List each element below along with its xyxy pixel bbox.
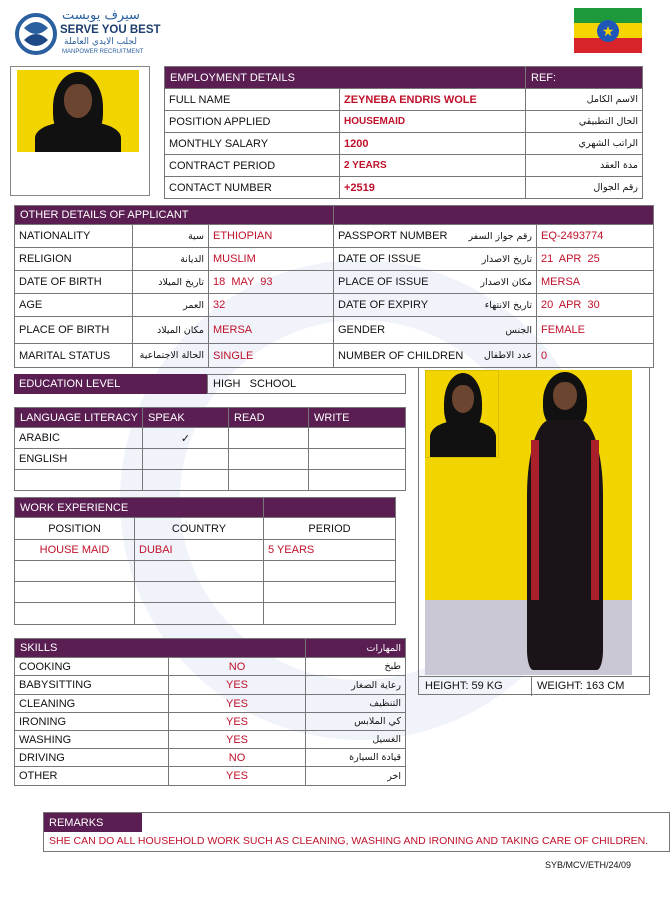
work-period: 5 YEARS [264,540,396,561]
passport-value: EQ-2493774 [537,225,654,248]
other-details-table [14,205,654,368]
arabic-write [309,428,406,449]
contract-ar: مدة العقد [526,155,643,177]
salary-value: 1200 [340,133,526,155]
age-label: AGE [15,294,133,317]
logo-arabic: سيرف يوبست [62,8,140,23]
work-position: HOUSE MAID [15,540,135,561]
issue-date-value: 21 APR 25 [537,248,654,271]
passport-ar: رقم جواز السفر [468,230,532,242]
marital-ar: الحالة الاجتماعية [133,344,209,368]
marital-value: SINGLE [209,344,334,368]
empty-cell [229,470,309,491]
employment-table [164,66,643,199]
skill-other-value: YES [169,767,306,786]
empty-cell [15,470,143,491]
empty-cell [264,582,396,603]
expiry-value: 20 APR 30 [537,294,654,317]
skill-driving-value: NO [169,749,306,767]
skill-cooking: COOKING [15,658,169,676]
skills-header-ar: المهارات [306,639,406,658]
full-name-label: FULL NAME [165,89,340,111]
education-header: EDUCATION LEVEL [14,374,207,394]
full-name-ar: الاسم الكامل [526,89,643,111]
passport-photo [17,70,139,152]
contract-value: 2 YEARS [340,155,526,177]
empty-cell [264,561,396,582]
ethiopia-flag-icon: ★ [574,8,642,53]
logo-sub: MANPOWER RECRUITMENT [62,49,144,55]
arabic-speak-check-icon: ✓ [143,428,229,449]
contact-label: CONTACT NUMBER [165,177,340,199]
skill-washing: WASHING [15,731,169,749]
issue-date-ar: تاريخ الاصدار [481,253,532,265]
expiry-ar: تاريخ الانتهاء [484,299,532,311]
height-value: HEIGHT: 59 KG [425,680,503,692]
position-value: HOUSEMAID [340,111,526,133]
issue-date-label: DATE OF ISSUE [338,253,421,265]
empty-cell [135,561,264,582]
weight-value: WEIGHT: 163 CM [537,680,625,692]
nationality-label: NATIONALITY [15,225,133,248]
read-header: READ [229,408,309,428]
skill-driving-ar: قيادة السيارة [306,749,406,767]
work-experience-table [14,497,396,625]
other-details-header-blank [334,206,654,225]
dob-label: DATE OF BIRTH [15,271,133,294]
document-code: SYB/MCV/ETH/24/09 [545,860,632,870]
skill-babysitting: BABYSITTING [15,676,169,695]
logo-arabic-sub: لجلب الايدي العاملة [64,37,137,47]
work-country: DUBAI [135,540,264,561]
company-logo [12,8,182,60]
skill-washing-ar: الغسيل [306,731,406,749]
arabic-read [229,428,309,449]
skill-ironing: IRONING [15,713,169,731]
empty-cell [15,603,135,625]
gender-value: FEMALE [537,317,654,344]
age-value: 32 [209,294,334,317]
speak-header: SPEAK [143,408,229,428]
pob-label: PLACE OF BIRTH [15,317,133,344]
contact-value: +2519 [340,177,526,199]
remarks-text: SHE CAN DO ALL HOUSEHOLD WORK SUCH AS CLEANING, WASHING AND IRONING AND TAKING CARE OF CHILDREN. [49,835,649,847]
empty-cell [15,582,135,603]
full-name-value: ZEYNEBA ENDRIS WOLE [340,89,526,111]
english-speak [143,449,229,470]
education-value: HIGH SCHOOL [207,374,406,394]
salary-label: MONTHLY SALARY [165,133,340,155]
skill-other-ar: اخر [306,767,406,786]
gender-label: GENDER [338,324,386,336]
skill-ironing-ar: كي الملابس [306,713,406,731]
empty-cell [264,603,396,625]
children-label: NUMBER OF CHILDREN [338,349,464,362]
gender-ar: الجنس [505,324,532,336]
religion-ar: الديانة [133,248,209,271]
remarks-header: REMARKS [44,813,142,832]
skill-washing-value: YES [169,731,306,749]
skill-cleaning-ar: التنظيف [306,695,406,713]
ref-label: REF: [526,67,643,89]
salary-ar: الراتب الشهري [526,133,643,155]
skill-cleaning-value: YES [169,695,306,713]
passport-photo-frame [10,66,150,196]
skill-babysitting-ar: رعاية الصغار [306,676,406,695]
logo-name: SERVE YOU BEST [60,24,161,36]
english-write [309,449,406,470]
skill-babysitting-value: YES [169,676,306,695]
dob-ar: تاريخ الميلاد [133,271,209,294]
language-arabic: ARABIC [15,428,143,449]
skill-cooking-value: NO [169,658,306,676]
country-col: COUNTRY [135,518,264,540]
skill-cooking-ar: طبخ [306,658,406,676]
skill-driving: DRIVING [15,749,169,767]
empty-cell [135,582,264,603]
dob-value: 18 MAY 93 [209,271,334,294]
inset-photo [425,370,499,458]
skill-ironing-value: YES [169,713,306,731]
age-ar: العمر [133,294,209,317]
position-ar: الحال التطبيقي [526,111,643,133]
full-photo-frame [418,367,650,695]
empty-cell [309,470,406,491]
skill-cleaning: CLEANING [15,695,169,713]
language-header: LANGUAGE LITERACY [15,408,143,428]
period-col: PERIOD [264,518,396,540]
issue-place-ar: مكان الاصدار [480,276,532,288]
work-header: WORK EXPERIENCE [15,498,264,518]
religion-value: MUSLIM [209,248,334,271]
skills-header: SKILLS [15,639,306,658]
pob-value: MERSA [209,317,334,344]
expiry-label: DATE OF EXPIRY [338,299,429,311]
language-table [14,407,406,491]
skills-table [14,638,406,786]
contract-label: CONTRACT PERIOD [165,155,340,177]
nationality-value: ETHIOPIAN [209,225,334,248]
full-body-photo [425,370,632,675]
logo-emblem-icon [14,10,58,58]
english-read [229,449,309,470]
position-label: POSITION APPLIED [165,111,340,133]
nationality-ar: سية [133,225,209,248]
empty-cell [15,561,135,582]
language-english: ENGLISH [15,449,143,470]
write-header: WRITE [309,408,406,428]
contact-ar: رقم الجوال [526,177,643,199]
marital-label: MARITAL STATUS [15,344,133,368]
position-col: POSITION [15,518,135,540]
empty-cell [135,603,264,625]
work-header-blank [264,498,396,518]
skill-other: OTHER [15,767,169,786]
empty-cell [143,470,229,491]
religion-label: RELIGION [15,248,133,271]
children-ar: عدد الاطفال [483,350,532,361]
issue-place-label: PLACE OF ISSUE [338,276,429,288]
children-value: 0 [537,344,654,368]
passport-label: PASSPORT NUMBER [338,230,448,242]
remarks-box [43,812,670,852]
issue-place-value: MERSA [537,271,654,294]
pob-ar: مكان الميلاد [133,317,209,344]
other-details-header: OTHER DETAILS OF APPLICANT [15,206,334,225]
employment-header: EMPLOYMENT DETAILS [165,67,526,89]
